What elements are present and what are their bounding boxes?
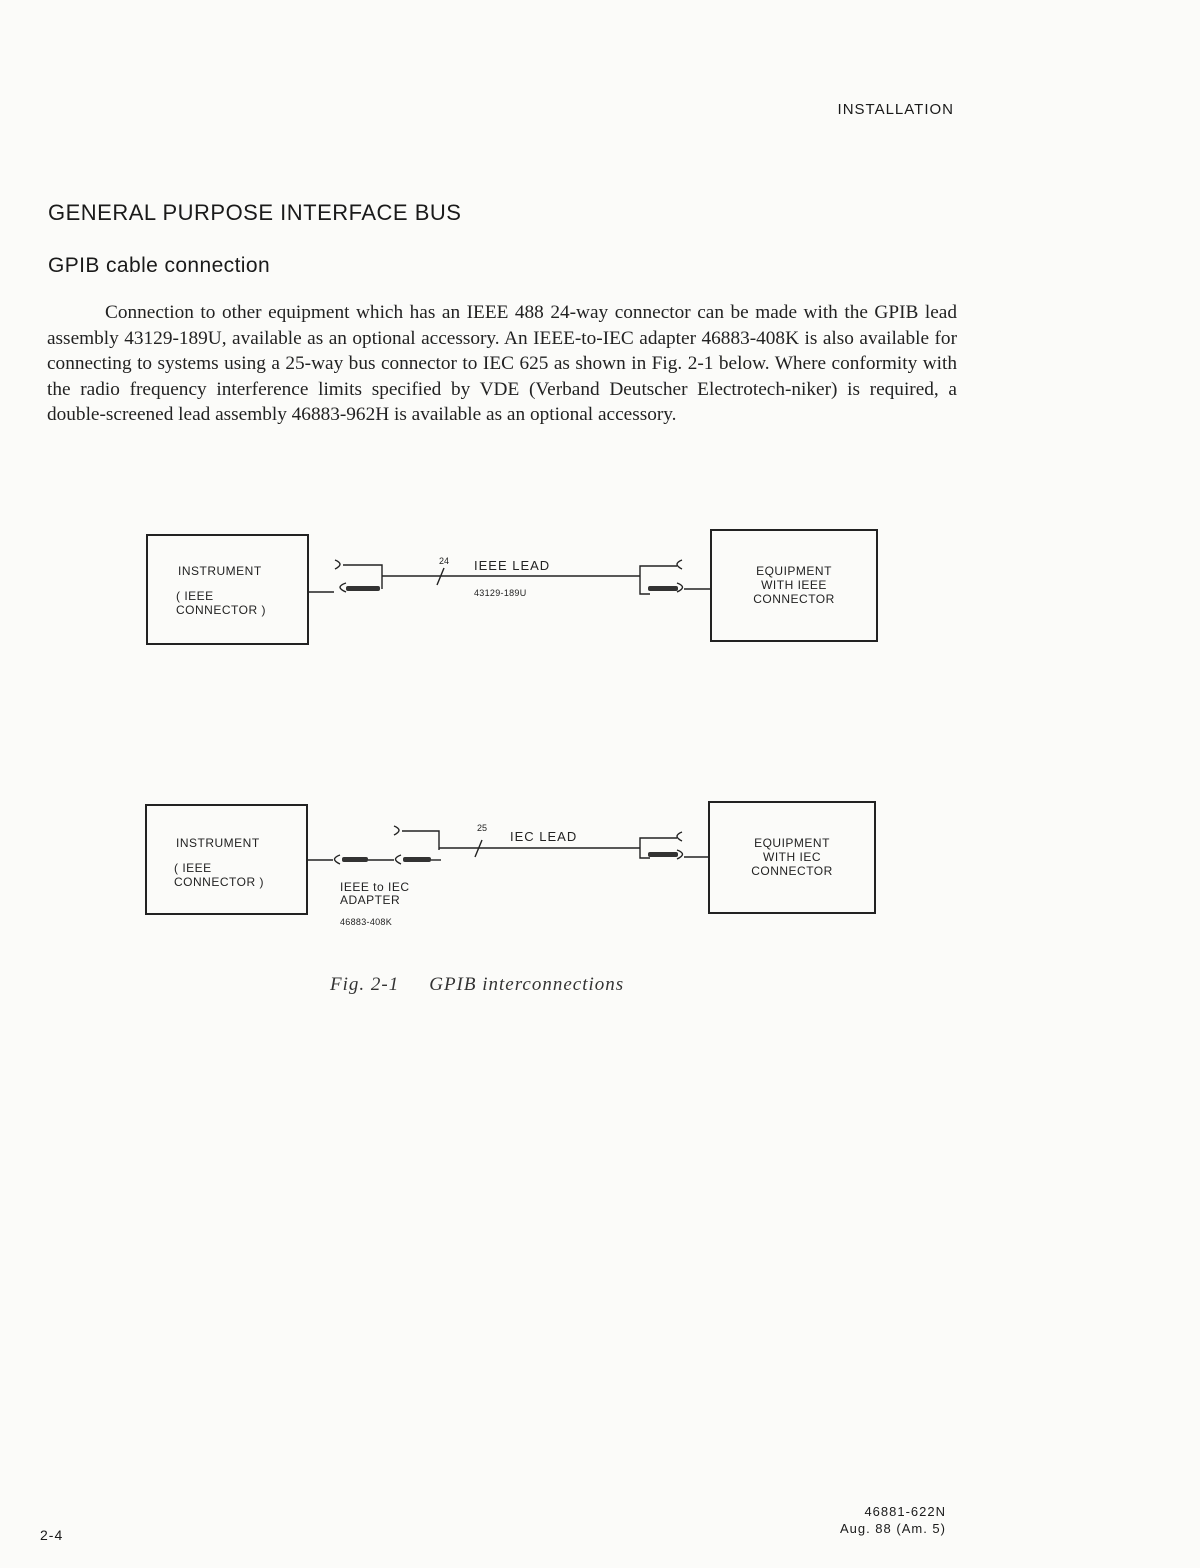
document-date: Aug. 88 (Am. 5): [839, 1521, 946, 1536]
adapter-bracket-b: [396, 855, 402, 864]
adapter-wire-c: [402, 831, 439, 850]
ieee-lead-label: IEEE LEAD: [474, 558, 551, 573]
adapter-plug-a: [342, 857, 368, 862]
plug-wire-2c: [640, 838, 677, 848]
plug-bracket-2c: [677, 832, 682, 841]
adapter-part: 46883-408K: [340, 917, 393, 927]
instrument-box-2: [146, 805, 307, 914]
instrument-label-1c: CONNECTOR ): [176, 603, 266, 617]
wire-count-1: 24: [439, 556, 450, 566]
wire-count-2: 25: [477, 823, 488, 833]
equipment-label-1a: EQUIPMENT: [756, 564, 832, 578]
instrument-box-1: [147, 535, 308, 644]
instrument-label-2a: INSTRUMENT: [176, 836, 260, 850]
plug-bracket-1c: [677, 560, 682, 569]
equipment-label-1b: WITH IEEE: [761, 578, 827, 592]
instrument-label-2b: ( IEEE: [174, 861, 212, 875]
plug-wire-1a: [343, 565, 382, 589]
plug-body-2b: [648, 852, 678, 857]
plug-wire-1c: [640, 566, 677, 576]
equipment-label-2c: CONNECTOR: [751, 864, 833, 878]
adapter-label-a: IEEE to IEC: [340, 880, 410, 894]
ieee-lead-part: 43129-189U: [474, 588, 527, 598]
figure-number: Fig. 2-1: [330, 974, 400, 995]
diagram-iec-lead: [146, 802, 875, 927]
figure-caption: [330, 974, 624, 996]
section-heading: GENERAL PURPOSE INTERFACE BUS: [48, 200, 462, 225]
plug-bracket-1a: [335, 560, 340, 569]
instrument-label-1a: INSTRUMENT: [178, 564, 262, 578]
plug-bracket-1b: [340, 583, 346, 592]
instrument-label-1b: ( IEEE: [176, 589, 214, 603]
adapter-bracket-a: [335, 855, 341, 864]
diagram-ieee-lead: [147, 530, 877, 644]
equipment-label-2b: WITH IEC: [763, 850, 821, 864]
subsection-heading: GPIB cable connection: [48, 254, 271, 277]
document-reference: [840, 1503, 946, 1537]
plug-wire-1d: [640, 576, 650, 594]
iec-lead-label: IEC LEAD: [510, 829, 578, 844]
adapter-label-b: ADAPTER: [340, 893, 401, 907]
figure-title: GPIB interconnections: [429, 974, 625, 995]
body-paragraph: Connection to other equipment which has an IEEE 488 24-way connector can be made with the GPIB lead assembly 43129-189U, available as an optional accessory. An IEEE-to-IEC adapter 46883-408K is also available for connecting to systems using a 25-way bus connector to IEC 625 as shown in Fig. 2-1 below. Where conformity with the radio frequency interference limits specified by VDE (Verband Deutscher Electrotech-niker) is required, a double-screened lead assembly 46883-962H is available as an optional accessory.: [47, 302, 957, 425]
equipment-label-1c: CONNECTOR: [753, 592, 835, 606]
document-number: 46881-622N: [864, 1504, 946, 1519]
adapter-bracket-c: [394, 826, 399, 835]
instrument-label-2c: CONNECTOR ): [174, 875, 264, 889]
equipment-label-2a: EQUIPMENT: [754, 836, 830, 850]
adapter-plug-b: [403, 857, 431, 862]
plug-body-1b: [648, 586, 678, 591]
plug-body-1: [346, 586, 380, 591]
running-header: INSTALLATION: [837, 101, 954, 118]
page-number: 2-4: [40, 1527, 64, 1543]
